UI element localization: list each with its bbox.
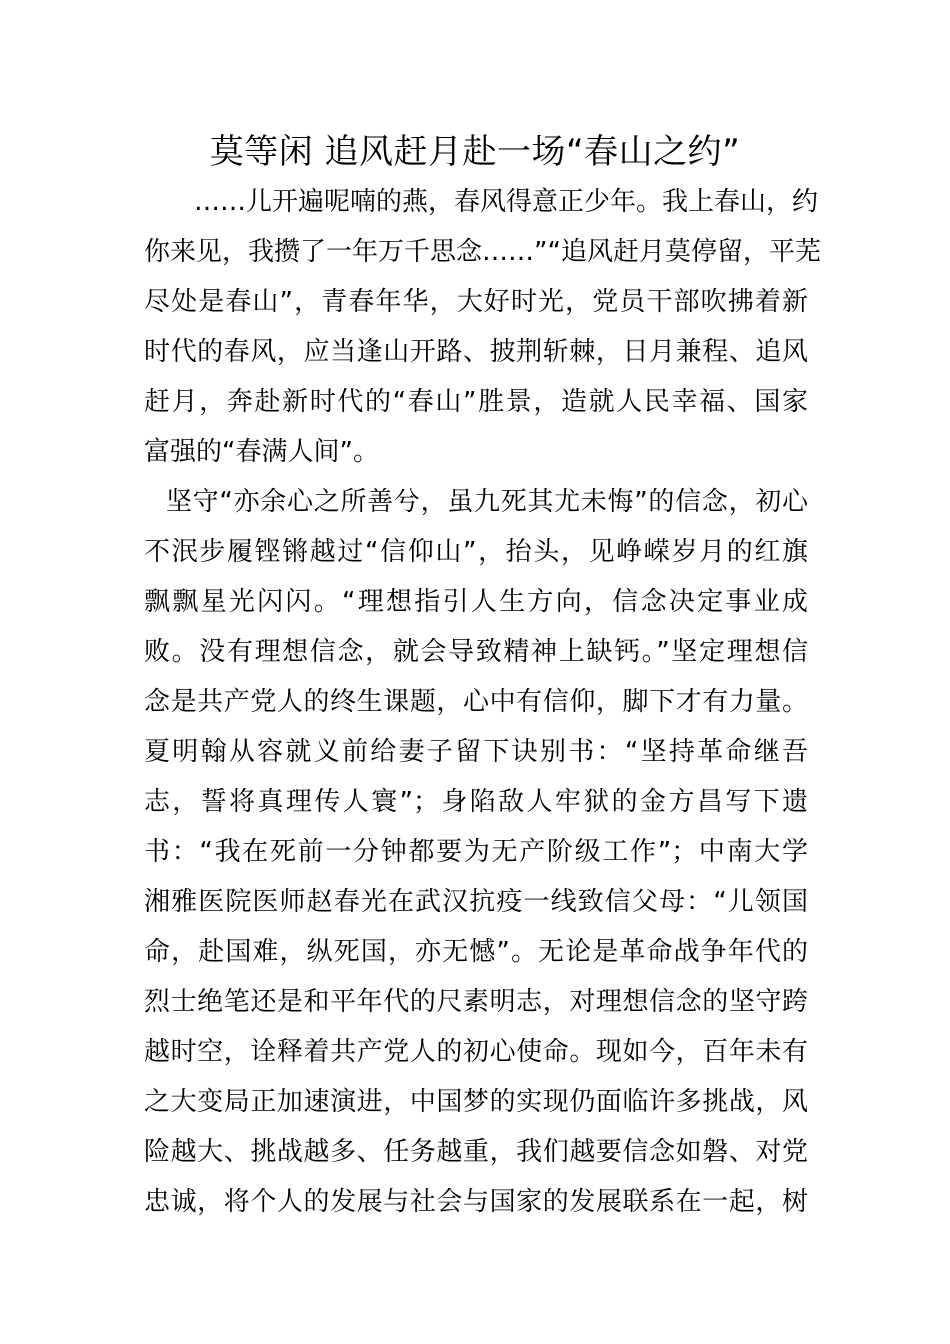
text-line: 不泯步履铿锵越过“信仰山”，抬头，见峥嵘岁月的红旗 [144, 537, 808, 567]
text-line: 富强的“春满人间”。 [144, 437, 379, 467]
text-line: 尽处是春山”，青春年华，大好时光，党员干部吹拂着新 [144, 287, 808, 317]
text-line: 赶月，奔赴新时代的“春山”胜景，造就人民幸福、国家 [144, 387, 808, 417]
text-line: 书：“我在死前一分钟都要为无产阶级工作”；中南大学 [144, 837, 808, 867]
text-line: 湘雅医院医师赵春光在武汉抗疫一线致信父母：“儿领国 [144, 887, 808, 917]
text-line: 你来见，我攒了一年万千思念……”“追风赶月莫停留，平芜 [144, 237, 821, 267]
text-line: 坚守“亦余心之所善兮，虽九死其尤未悔”的信念，初心 [166, 487, 808, 517]
text-line: ……儿开遍呢喃的燕，春风得意正少年。我上春山，约 [194, 187, 819, 217]
text-line: 险越大、挑战越多、任务越重，我们越要信念如磐、对党 [144, 1137, 808, 1167]
text-line: 越时空，诠释着共产党人的初心使命。现如今，百年未有 [144, 1037, 808, 1067]
text-line: 志，誓将真理传人寰”；身陷敌人牢狱的金方昌写下遗 [144, 787, 808, 817]
text-line: 夏明翰从容就义前给妻子留下诀别书：“坚持革命继吾 [144, 737, 808, 767]
text-line: 之大变局正加速演进，中国梦的实现仍面临许多挑战，风 [144, 1087, 808, 1117]
text-line: 败。没有理想信念，就会导致精神上缺钙。”坚定理想信 [144, 637, 808, 667]
text-line: 飘飘星光闪闪。“理想指引人生方向，信念决定事业成 [144, 587, 808, 617]
text-line: 念是共产党人的终生课题，心中有信仰，脚下才有力量。 [144, 687, 808, 717]
text-line: 忠诚，将个人的发展与社会与国家的发展联系在一起，树 [144, 1187, 808, 1217]
text-line: 时代的春风，应当逢山开路、披荆斩棘，日月兼程、追风 [144, 337, 808, 367]
text-line: 命，赴国难，纵死国，亦无憾”。无论是革命战争年代的 [144, 937, 808, 967]
text-line: 烈士绝笔还是和平年代的尺素明志，对理想信念的坚守跨 [144, 987, 808, 1017]
document-title: 莫等闲 追风赶月赴一场“春山之约” [209, 132, 741, 172]
